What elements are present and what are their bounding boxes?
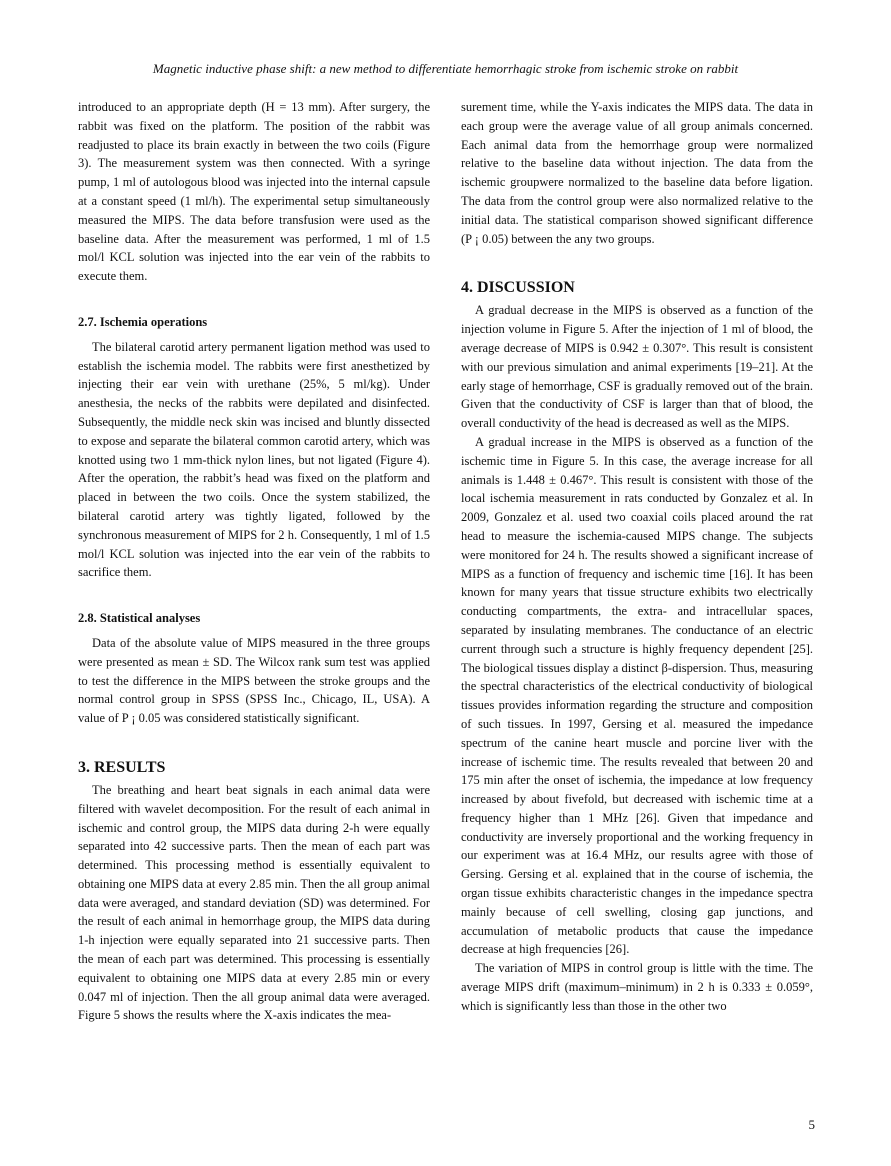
paragraph-discussion-2: A gradual increase in the MIPS is observed as a function of the ischemic time in Figure 5. In this case, the average increase for all animals is 1.448 ± 0.467°. This result is consistent with those of the local ischemia measurement in rats conducted by Gonzalez et al. In 2009, Gonzalez et al. used two coaxial coils placed around the rat head to measure the ischemia-caused MIPS change. The subjects were monitored for 24 h. The results showed a significant increase of MIPS as a function of frequency and ischemic time [16]. It has been known for many years that tissue structure exhibits two electrically conducting compartments, the extra- and intracellular spaces, separated by insulating membranes. The conductance of an electric current through such a structure is highly frequency dependent [25]. The biological tissues display a distinct β-dispersion. Thus, measuring the spectral characteristics of the electrical conductivity of biological tissues provides information regarding the structure and composition of such tissues. In 1997, Gersing et al. measured the impedance spectrum of the canine heart muscle and porcine liver with the increase of ischemic time. The results revealed that between 20 and 175 min after the onset of ischemia, the impedance at low frequency increased by about fivefold, but decreased with ischemic time at a frequency higher than 1 MHz [26]. Given that impedance and conductivity are inversely proportional and the working frequency in our experiment was at 16.4 MHz, our results agree with those of Gersing. Gersing et al. explained that in the course of ischemia, the organ tissue exhibits characteristic changes in the impedance spectra mainly because of cell swelling, closing gap junctions, and accumulation of metabolic products that cause the impedance decrease at high frequencies [26].	[461, 434, 813, 957]
paragraph-statistical-analyses: Data of the absolute value of MIPS measured in the three groups were presented as mean ± SD. The Wilcox rank sum test was applied to test the difference in the MIPS between the stroke groups and the normal control group in SPSS (SPSS Inc., Chicago, IL, USA). A value of P ¡ 0.05 was considered statistically significant.	[78, 635, 430, 726]
paragraph-discussion-1: A gradual decrease in the MIPS is observed as a function of the injection volume in Figure 5. After the injection of 1 ml of blood, the average decrease of MIPS is 0.942 ± 0.307°. This result is consistent with our previous simulation and animal experiments [19–21]. At the early stage of hemorrhage, CSF is gradually removed out of the brain. Given that the conductivity of CSF is larger than that of blood, the overall conductivity of the head is decreased as well as the MIPS.	[461, 303, 813, 431]
section-heading-results: 3. RESULTS	[78, 758, 166, 776]
section-heading-2-8: 2.8. Statistical analyses	[78, 611, 201, 626]
paragraph-results: The breathing and heart beat signals in each animal data were filtered with wavelet decomposition. For the result of each animal in ischemic and control group, the MIPS data during 2-h were equally separated into 42 successive parts. Then the mean of each part was determined. This processing method is essentially equivalent to obtaining one MIPS data at every 2.85 min. Then the all group animal data were averaged, and standard deviation (SD) was determined. For the result of each animal in hemorrhage group, the MIPS data during 1-h injection were equally separated into 21 successive parts. Then the mean of each part was determined. This processing is essentially equivalent to obtaining one MIPS data at every 2.85 min or every 0.047 ml of injection. Then the all group animal data were averaged. Figure 5 shows the results where the X-axis indicates the mea-	[78, 782, 430, 1023]
right-column	[461, 98, 813, 1016]
paragraph-intro: introduced to an appropriate depth (H = 13 mm). After surgery, the rabbit was fixed on the platform. The position of the rabbit was readjusted to place its brain exactly in between the two coils (Figure 3). The measurement system was then connected. With a syringe pump, 1 ml of autologous blood was injected into the internal capsule at a constant speed (1 ml/h). The experimental setup simultaneously measured the MIPS. The data before transfusion were used as the baseline data. After the measurement was performed, 1 ml of 1.5 mol/l KCL solution was injected into the ear vein of the rabbits to execute them.	[78, 100, 430, 284]
running-head: Magnetic inductive phase shift: a new method to differentiate hemorrhagic stroke from ischemic stroke on rabbit	[152, 61, 739, 76]
paragraph-discussion-3: The variation of MIPS in control group is little with the time. The average MIPS drift (maximum–minimum) in 2 h is 0.333 ± 0.059°, which is significantly less than those in the other two	[461, 961, 813, 1013]
section-heading-2-7: 2.7. Ischemia operations	[78, 314, 208, 329]
page-number: 5	[808, 1117, 815, 1132]
left-column	[78, 98, 430, 1025]
section-heading-discussion: 4. DISCUSSION	[461, 279, 575, 297]
paragraph-results-continued: surement time, while the Y-axis indicates the MIPS data. The data in each group were the average value of all group animals concerned. Each animal data from the hemorrhage group were normalized relative to the baseline data without injection. The data from the ischemic groupwere normalized to the baseline data before ligation. The data from the control group were also normalized relative to the initial data. The statistical comparison showed significant difference (P ¡ 0.05) between the any two groups.	[461, 100, 813, 246]
paragraph-ischemia-operations: The bilateral carotid artery permanent ligation method was used to establish the ischemia model. The rabbits were first anesthetized by injecting their ear vein with urethane (25%, 5 ml/kg). Under anesthesia, the necks of the rabbits were depilated and disinfected. Subsequently, the middle neck skin was incised and bluntly dissected to expose and separate the bilateral common carotid artery, which was knotted using two 1 mm-thick nylon lines, but not ligated (Figure 4). After the operation, the rabbit’s head was fixed on the platform and placed in between the two coils. Once the system stabilized, the bilateral carotid artery was tightly ligated, followed by the synchronous measurement of MIPS for 2 h. Consequently, 1 ml of 1.5 mol/l KCL solution was injected into the ear vein of the rabbits to sacrifice them.	[78, 339, 430, 580]
